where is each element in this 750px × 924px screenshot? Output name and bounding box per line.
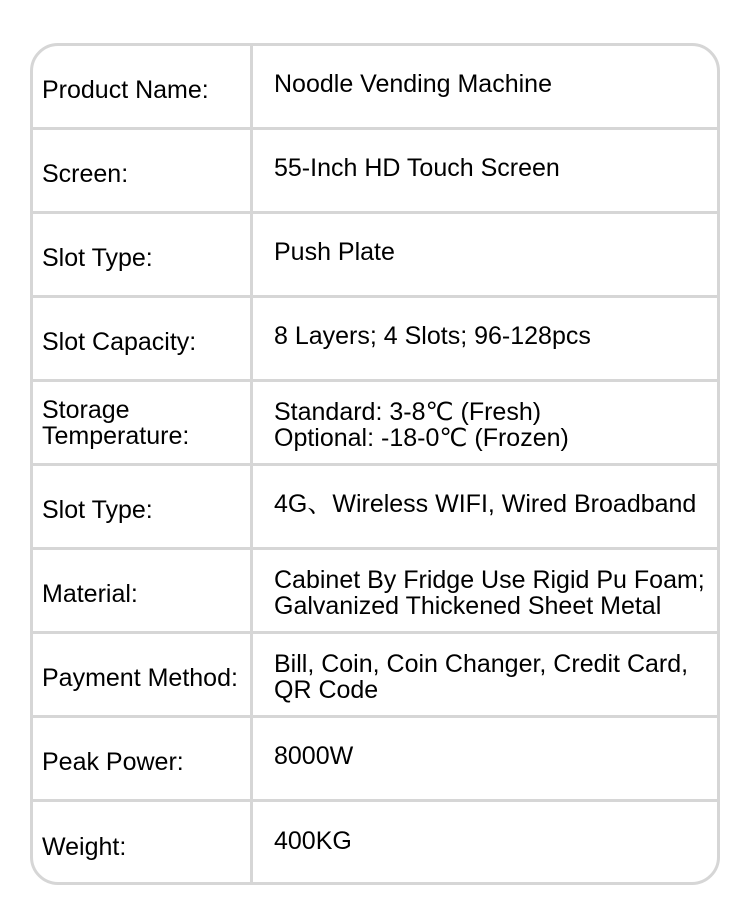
spec-label (33, 298, 253, 379)
spec-value (253, 466, 717, 547)
spec-label-text: Slot Type: (42, 495, 153, 524)
spec-row-material (33, 550, 717, 634)
spec-label (33, 550, 253, 631)
spec-label (33, 802, 253, 885)
spec-value-text: QR Code (274, 675, 379, 704)
spec-label-text: Material: (42, 579, 138, 608)
spec-value (253, 802, 717, 885)
spec-row-slot-capacity (33, 298, 717, 382)
spec-table (30, 43, 720, 885)
spec-value (253, 130, 717, 211)
spec-value (253, 718, 717, 799)
spec-label-text: Product Name: (42, 75, 209, 104)
spec-value-text: 4G、Wireless WIFI, Wired Broadband (274, 489, 697, 518)
spec-value-text: Push Plate (274, 237, 395, 266)
spec-value-text: 8 Layers; 4 Slots; 96-128pcs (274, 321, 591, 350)
spec-value (253, 550, 717, 631)
spec-label-text: Weight: (42, 833, 127, 861)
spec-label (33, 466, 253, 547)
spec-value-text: Standard: 3-8℃ (Fresh) (274, 397, 542, 426)
spec-row-payment-method (33, 634, 717, 718)
spec-label (33, 634, 253, 715)
spec-value-text: Cabinet By Fridge Use Rigid Pu Foam; (274, 565, 705, 594)
spec-value-text: 55-Inch HD Touch Screen (274, 153, 560, 182)
spec-label (33, 718, 253, 799)
spec-label-text: Temperature: (42, 421, 190, 450)
spec-row-screen (33, 130, 717, 214)
spec-row-connectivity (33, 466, 717, 550)
spec-value (253, 382, 717, 463)
spec-value-text: Bill, Coin, Coin Changer, Credit Card, (274, 649, 689, 678)
spec-row-product-name (33, 46, 717, 130)
spec-label (33, 382, 253, 463)
spec-value-text: 400KG (274, 827, 352, 855)
spec-label-text: Storage (42, 395, 130, 424)
spec-label (33, 130, 253, 211)
spec-row-peak-power (33, 718, 717, 802)
spec-value-text: 8000W (274, 741, 354, 770)
spec-row-storage-temperature (33, 382, 717, 466)
spec-value-text: Galvanized Thickened Sheet Metal (274, 591, 662, 620)
spec-label-text: Peak Power: (42, 747, 184, 776)
spec-value (253, 634, 717, 715)
spec-value (253, 298, 717, 379)
spec-label-text: Slot Capacity: (42, 327, 197, 356)
spec-label (33, 46, 253, 127)
spec-label (33, 214, 253, 295)
spec-value (253, 46, 717, 127)
spec-label-text: Payment Method: (42, 663, 238, 692)
spec-label-text: Slot Type: (42, 243, 153, 272)
spec-value-text: Optional: -18-0℃ (Frozen) (274, 423, 569, 452)
spec-row-slot-type (33, 214, 717, 298)
spec-row-weight (33, 802, 717, 885)
spec-value-text: Noodle Vending Machine (274, 69, 552, 98)
spec-value (253, 214, 717, 295)
spec-label-text: Screen: (42, 159, 129, 188)
